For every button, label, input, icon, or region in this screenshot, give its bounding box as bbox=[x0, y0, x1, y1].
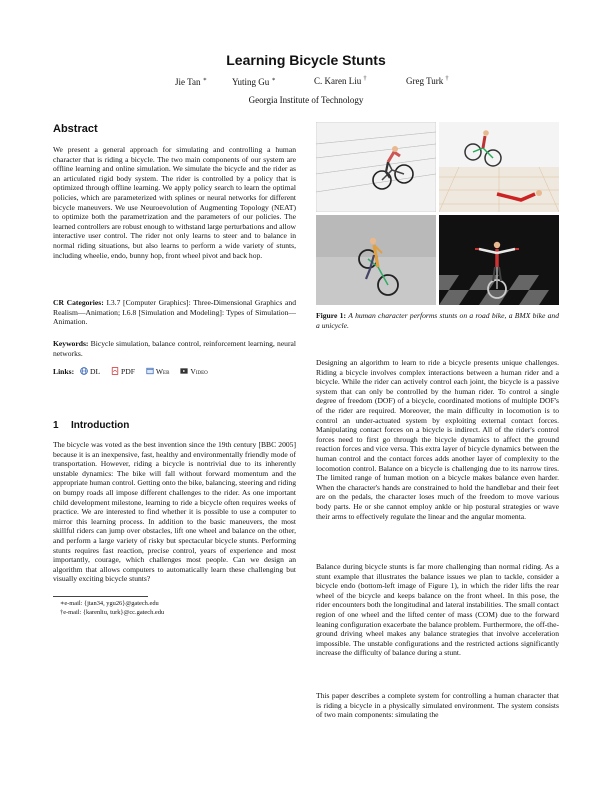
links-bar bbox=[53, 367, 217, 376]
pdf-icon bbox=[111, 367, 119, 375]
cr-categories-label: CR Categories: bbox=[53, 298, 104, 307]
keywords bbox=[53, 339, 296, 358]
author-4-mark: † bbox=[445, 76, 449, 82]
footnote-2: †e-mail: {karenliu, turk}@cc.gatech.edu bbox=[60, 609, 165, 616]
figure-bmx-endo bbox=[316, 215, 436, 305]
globe-icon bbox=[80, 367, 88, 375]
author-3-mark: † bbox=[363, 76, 367, 82]
link-pdf[interactable]: PDF bbox=[111, 367, 135, 376]
intro-heading: 1 Introduction bbox=[53, 420, 130, 431]
right-paragraph-2: Balance during bicycle stunts is far more challenging than normal riding. As a stunt example that illustrates the balance issues we plan to tackle, consider a bicycle endo (bottom-left image of Figure 1), in which the rider lifts the rear wheel of the bicycle and keeps balance on the front wheel. In this pose, the rider encounters both the longitudinal and lateral instabilities. The small contact region of one wheel and the lifted center of mass (COM) due to the forward leaning configuration exacerbate the balance problem. Furthermore, the off-the-ground driving wheel makes any balance strategies that involve acceleration impossible. The unstable configurations and the restricted actions significantly increase the difficulty of balance during a stunt. bbox=[316, 562, 559, 658]
cr-categories bbox=[53, 298, 296, 327]
author-1-mark: ∗ bbox=[202, 77, 207, 83]
figure-bmx-bike-stunt bbox=[439, 122, 559, 212]
figure-road-bike-stairs bbox=[316, 122, 436, 212]
video-icon bbox=[180, 367, 188, 375]
web-icon bbox=[146, 367, 154, 375]
author-1: Jie Tan ∗ bbox=[175, 77, 207, 87]
intro-paragraph: The bicycle was voted as the best invention since the 19th century [BBC 2005] because it is an inexpensive, fast, healthy and environmentally friendly mode of transportation. However, riding a bicycle is nontrivial due to its inherently unstable dynamics: The bike will fall without forward momentum and the appropriate human control. Getting onto the bike, balancing, steering and riding on bumpy roads all impose different challenges to the rider. As one important child development milestone, learning to ride a bicycle often requires weeks of practice. We are interested to find whether it is possible to use a computer to mirror this learning process. In addition to the basic maneuvers, the most skillful riders can jump over obstacles, lift one wheel and balance on the other, and perform a large variety of risky but spectacular bicycle stunts. Performing stunts requires fast reaction, precise control, years of experience and most importantly, courage, which challenges most people. Can we design an algorithm that allows computers to automatically learn these challenging but visually exciting bicycle stunts? bbox=[53, 440, 296, 584]
figure-caption bbox=[316, 311, 559, 330]
right-paragraph-3: This paper describes a complete system for controlling a human character that is riding a bicycle in a physically simulated environment. The system consists of two main components: simulating the bbox=[316, 691, 559, 720]
abstract-text: We present a general approach for simulating and controlling a human character that is riding a bicycle. The two main components of our system are offline learning and online simulation. We simulate the bicycle and the rider as an articulated rigid body system. The rider is controlled by a policy that is optimized through offline learning. We apply policy search to learn the optimal policies, which are parameterized with splines or neural networks for different bicycle maneuvers. We use Neuroevolution of Augmenting Topology (NEAT) to optimize both the parametrization and the parameters of our policies. The learned controllers are robust enough to withstand large perturbations and allow interactive user control. The rider not only learns to steer and to balance in normal riding situations, but also learns to perform a wide variety of stunts, including wheelie, endo, bunny hop, front wheel pivot and back hop. bbox=[53, 145, 296, 260]
footnote-rule bbox=[53, 596, 148, 597]
author-3: C. Karen Liu † bbox=[314, 76, 367, 86]
keywords-text: Bicycle simulation, balance control, reinforcement learning, neural networks. bbox=[53, 339, 296, 358]
link-web[interactable]: Web bbox=[146, 367, 170, 376]
links-label: Links: bbox=[53, 367, 75, 376]
footnote-1: ∗e-mail: {jtan34, ygu26}@gatech.edu bbox=[60, 600, 159, 607]
author-2-mark: ∗ bbox=[271, 77, 276, 83]
link-video[interactable]: Video bbox=[180, 367, 207, 376]
author-list bbox=[150, 76, 470, 88]
affiliation: Georgia Institute of Technology bbox=[248, 95, 364, 105]
figure-label: Figure 1: bbox=[316, 311, 346, 320]
cr-categories-text: I.3.7 [Computer Graphics]: Three-Dimensional Graphics and Realism—Animation; I.6.8 [Simulation and Modeling]: Types of Simulation—Animation. bbox=[53, 298, 296, 327]
author-2: Yuting Gu ∗ bbox=[232, 77, 276, 87]
figure-caption-text: A human character performs stunts on a road bike, a BMX bike and a unicycle. bbox=[316, 311, 559, 330]
author-4: Greg Turk † bbox=[406, 76, 449, 86]
right-paragraph-1: Designing an algorithm to learn to ride a bicycle presents unique challenges. Riding a bicycle involves complex interactions between a human rider and a bicycle. While the rider can actively control each joint, the bicycle is a passive system that can only be controlled by the human rider. To control a single degree of freedom (DOF) of a bicycle, coordinated motions of multiple DOF's of the rider are required. Moreover, the main difficulty in locomotion is to control an under-actuated system by exploiting external contact forces. Manipulating contact forces on a bicycle is indirect. All of the rider's control forces need to first go through the bicycle dynamics to affect the ground reaction forces and vice versa. This extra layer of bicycle dynamics between the human control and the contact forces adds another layer of complexity to the locomotion control. Balance on a bicycle is challenging due to its narrow tires. The limited range of human motion on a bicycle makes balance even harder. When the character's hands are constrained to hold the handlebar and their feet are on the pedals, the character loses much of the freedom to move various body parts. He or she cannot employ ankle or hip postural strategies or wave their arms to effectively regulate the linear and the angular momenta. bbox=[316, 358, 559, 521]
keywords-label: Keywords: bbox=[53, 339, 89, 348]
figure-unicycle bbox=[439, 215, 559, 305]
link-dl[interactable]: DL bbox=[80, 367, 100, 376]
abstract-heading: Abstract bbox=[53, 123, 98, 135]
paper-title: Learning Bicycle Stunts bbox=[226, 52, 386, 68]
